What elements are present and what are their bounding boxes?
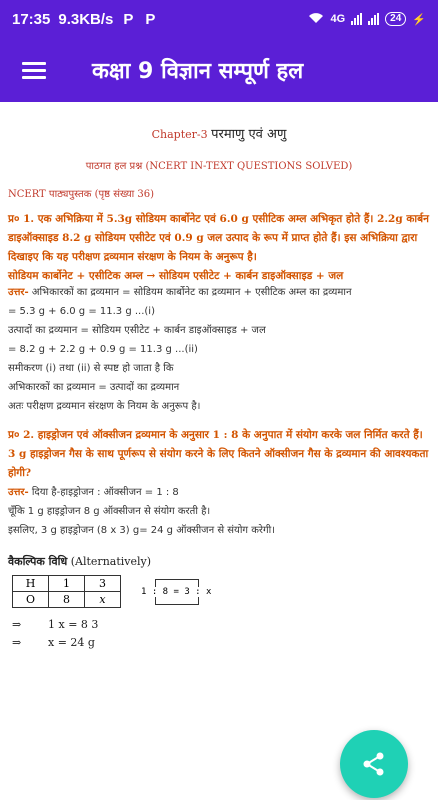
implies-icon: ⇒ [12, 636, 22, 649]
battery-indicator: 24 [385, 12, 406, 26]
answer-2-line: दिया है-हाइड्रोजन : ऑक्सीजन = 1 : 8 [31, 487, 179, 498]
question-1: प्र० 1. एक अभिक्रिया में 5.3g सोडियम कार्बोनेट एवं 6.0 g एसीटिक अम्ल अभिकृत होते हैं। 2.2g कार्बन डाइऑक्साइड 8.2 g सोडियम एसीटेट एवं 0.9 g जल उत्पाद के रूप में प्राप्त होते हैं। इस अभिक्रिया द्वारा दिखाइए कि यह परीक्षण द्रव्यमान संरक्षण के नियम के अनुरूप है। [8, 213, 429, 263]
share-icon [361, 751, 387, 777]
answer-2-label: उत्तर- [8, 487, 29, 498]
document-content[interactable] [0, 102, 438, 800]
working-steps [12, 616, 430, 652]
question-2: प्र० 2. हाइड्रोजन एवं ऑक्सीजन द्रव्यमान के अनुसार 1 : 8 के अनुपात में संयोग करके जल निर्मित करते हैं। 3 g हाइड्रोजन गैस के साथ पूर्णरूप से संयोग करने के लिए कितने ऑक्सीजन गैस के द्रव्यमान की आवश्यकता होगी? [8, 429, 429, 479]
working-step [12, 616, 430, 634]
implies-icon: ⇒ [12, 618, 22, 631]
hamburger-icon [22, 58, 46, 83]
share-button[interactable] [340, 730, 408, 798]
table-row [13, 576, 121, 592]
table-cell: O [13, 592, 49, 608]
ratio-bracket-top [155, 579, 199, 587]
working-step-text: 1 x = 8 3 [48, 618, 99, 631]
ratio-text: 1 : 8 = 3 : x [141, 586, 212, 597]
answer-2-line: चूँकि 1 g हाइड्रोजन 8 g ऑक्सीजन से संयोग करती है। [8, 506, 211, 517]
answer-1-line: समीकरण (i) तथा (ii) से स्पष्ट हो जाता है कि [8, 363, 174, 374]
alternative-label-hindi: वैकल्पिक विधि [8, 555, 68, 568]
working-step-text: x = 24 g [48, 636, 95, 649]
alternative-method-heading [8, 554, 430, 569]
question-1-equation: सोडियम कार्बोनेट + एसीटिक अम्ल → सोडियम एसीटेट + कार्बन डाइऑक्साइड + जल [8, 270, 344, 282]
section-subheading: पाठगत हल प्रश्न (NCERT IN-TEXT QUESTIONS SOLVED) [85, 161, 353, 172]
answer-1-line: = 8.2 g + 2.2 g + 0.9 g = 11.3 g ...(ii) [8, 344, 198, 355]
page-title: कक्षा 9 विज्ञान सम्पूर्ण हल [92, 59, 304, 84]
answer-1-line: अभिकारकों का द्रव्यमान = सोडियम कार्बोनेट का द्रव्यमान + एसीटिक अम्ल का द्रव्यमान [31, 287, 352, 298]
answer-1-line: अभिकारकों का द्रव्यमान = उत्पादों का द्रव्यमान [8, 382, 180, 393]
answer-1-line: उत्पादों का द्रव्यमान = सोडियम एसीटेट + कार्बन डाइऑक्साइड + जल [8, 325, 266, 336]
parking-notification-icon: P [123, 10, 134, 28]
status-bar [0, 0, 438, 38]
status-speed: 9.3KB/s [58, 10, 114, 28]
ratio-bracket-bottom [155, 597, 199, 605]
working-step [12, 634, 430, 652]
wifi-icon [308, 12, 324, 27]
answer-1-line: = 5.3 g + 6.0 g = 11.3 g ...(i) [8, 306, 155, 317]
ratio-table-row [12, 575, 430, 608]
chapter-title: परमाणु एवं अणु [211, 127, 287, 142]
answer-1-line: अतः परीक्षण द्रव्यमान संरक्षण के नियम के अनुरूप है। [8, 401, 201, 412]
table-cell: 3 [85, 576, 121, 592]
signal-icon-2 [368, 13, 379, 25]
ncert-reference: NCERT पाठ्यपुस्तक (पृष्ठ संख्या 36) [8, 189, 155, 200]
chapter-prefix: Chapter-3 [151, 128, 208, 141]
table-cell: 1 [49, 576, 85, 592]
answer-1-label: उत्तर- [8, 287, 29, 298]
charging-icon: ⚡ [412, 13, 426, 26]
answer-2 [8, 483, 430, 540]
ratio-table [12, 575, 121, 608]
parking-notification-icon-2: P [145, 10, 156, 28]
network-type: 4G [330, 13, 346, 25]
answer-1 [8, 283, 430, 416]
answer-2-line: इसलिए, 3 g हाइड्रोजन (8 x 3) g= 24 g ऑक्सीजन से संयोग करेगी। [8, 525, 276, 536]
table-cell: x [85, 592, 121, 608]
ratio-diagram [141, 579, 211, 605]
status-time: 17:35 [12, 10, 51, 28]
app-bar [0, 38, 438, 102]
alternative-label-english: (Alternatively) [70, 555, 152, 568]
table-cell: H [13, 576, 49, 592]
signal-icon [351, 13, 362, 25]
menu-button[interactable] [0, 38, 68, 102]
table-cell: 8 [49, 592, 85, 608]
table-row [13, 592, 121, 608]
chapter-heading [8, 124, 430, 142]
